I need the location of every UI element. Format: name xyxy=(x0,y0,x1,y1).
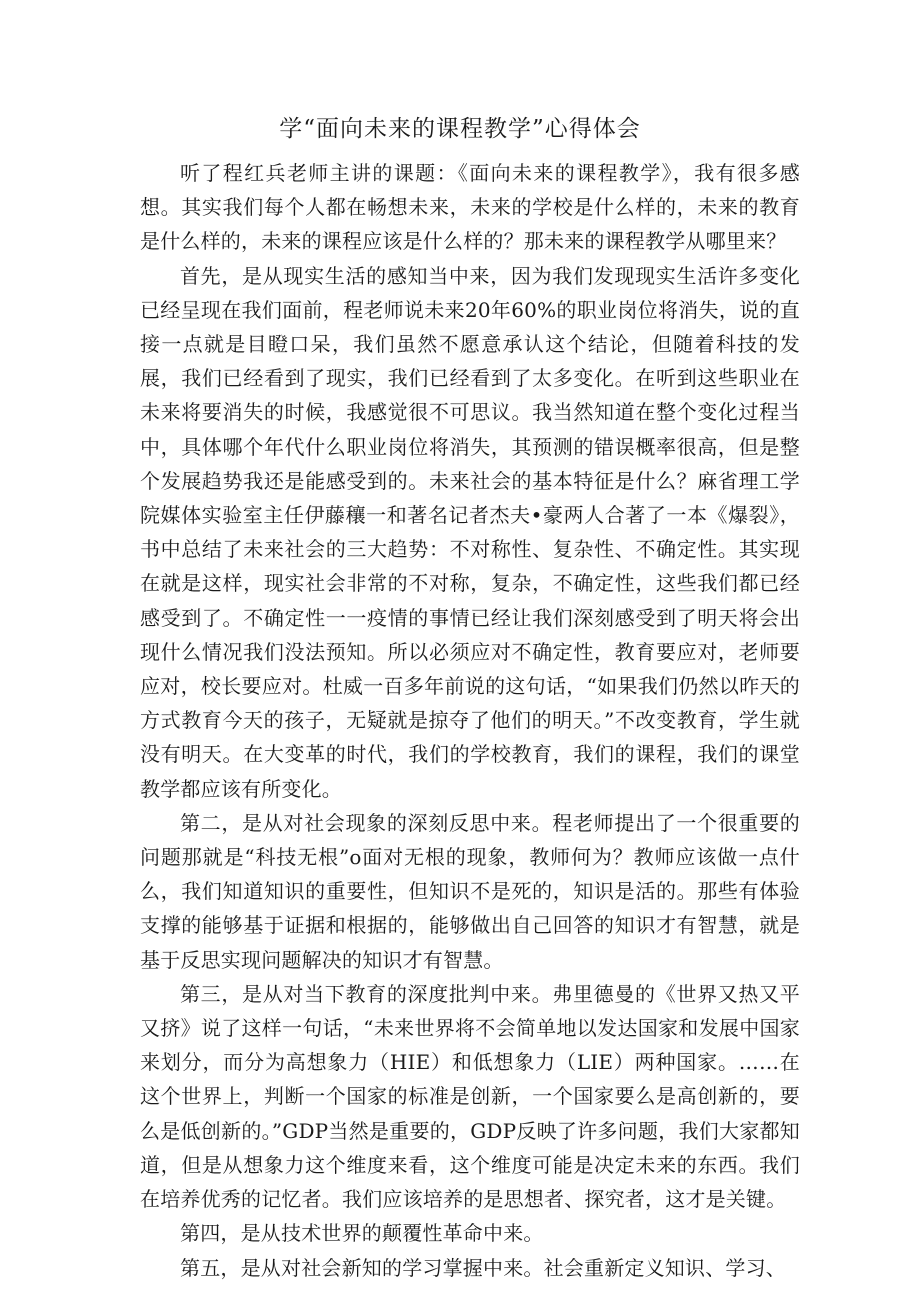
paragraph-fourth-point: 第四，是从技术世界的颠覆性革命中来。 xyxy=(180,1221,544,1246)
paragraph-third-point: 第三，是从对当下教育的深度批判中来。弗里德曼的《世界又热又平又挤》说了这样一句话，“未来世界将不会简单地以发达国家和发展中国家来划分，而分为高想象力（HIE）和低想象力（LIE）两种国家。……在这个世界上，判断一个国家的标准是创新，一个国家要么是高创新的，要么是低创新的。”GDP当然是重要的，GDP反映了许多问题，我们大家都知道，但是从想象力这个维度来看，这个维度可能是决定未来的东西。我们在培养优秀的记忆者。我们应该培养的是思想者、探究者，这才是关键。 xyxy=(140,981,800,1212)
document-body xyxy=(140,156,800,1285)
paragraph-intro: 听了程红兵老师主讲的课题：《面向未来的课程教学》，我有很多感想。其实我们每个人都在畅想未来，未来的学校是什么样的，未来的教育是什么样的，未来的课程应该是什么样的？那未来的课程教学从哪里来？ xyxy=(140,161,800,254)
document-title: 学“面向未来的课程教学”心得体会 xyxy=(279,116,641,142)
paragraph-first-point: 首先，是从现实生活的感知当中来，因为我们发现现实生活许多变化已经呈现在我们面前，程老师说未来20年60%的职业岗位将消失，说的直接一点就是目瞪口呆，我们虽然不愿意承认这个结论，但随着科技的发展，我们已经看到了现实，我们已经看到了太多变化。在听到这些职业在未来将要消失的时候，我感觉很不可思议。我当然知道在整个变化过程当中，具体哪个年代什么职业岗位将消失，其预测的错误概率很高，但是整个发展趋势我还是能感受到的。未来社会的基本特征是什么？麻省理工学院媒体实验室主任伊藤穰一和著名记者杰夫•豪两人合著了一本《爆裂》，书中总结了未来社会的三大趋势：不对称性、复杂性、不确定性。其实现在就是这样，现实社会非常的不对称，复杂，不确定性，这些我们都已经感受到了。不确定性一一疫情的事情已经让我们深刻感受到了明天将会出现什么情况我们没法预知。所以必须应对不确定性，教育要应对，老师要应对，校长要应对。杜威一百多年前说的这句话，“如果我们仍然以昨天的方式教育今天的孩子，无疑就是掠夺了他们的明天。”不改变教育，学生就没有明天。在大变革的时代，我们的学校教育，我们的课程，我们的课堂教学都应该有所变化。 xyxy=(140,263,800,801)
paragraph-fifth-point: 第五，是从对社会新知的学习掌握中来。社会重新定义知识、学习、 xyxy=(180,1255,786,1280)
paragraph-second-point: 第二，是从对社会现象的深刻反思中来。程老师提出了一个很重要的问题那就是“科技无根”o面对无根的现象，教师何为？教师应该做一点什么，我们知道知识的重要性，但知识不是死的，知识是活的。那些有体验支撑的能够基于证据和根据的，能够做出自己回答的知识才有智慧，就是基于反思实现问题解决的知识才有智慧。 xyxy=(140,810,800,972)
